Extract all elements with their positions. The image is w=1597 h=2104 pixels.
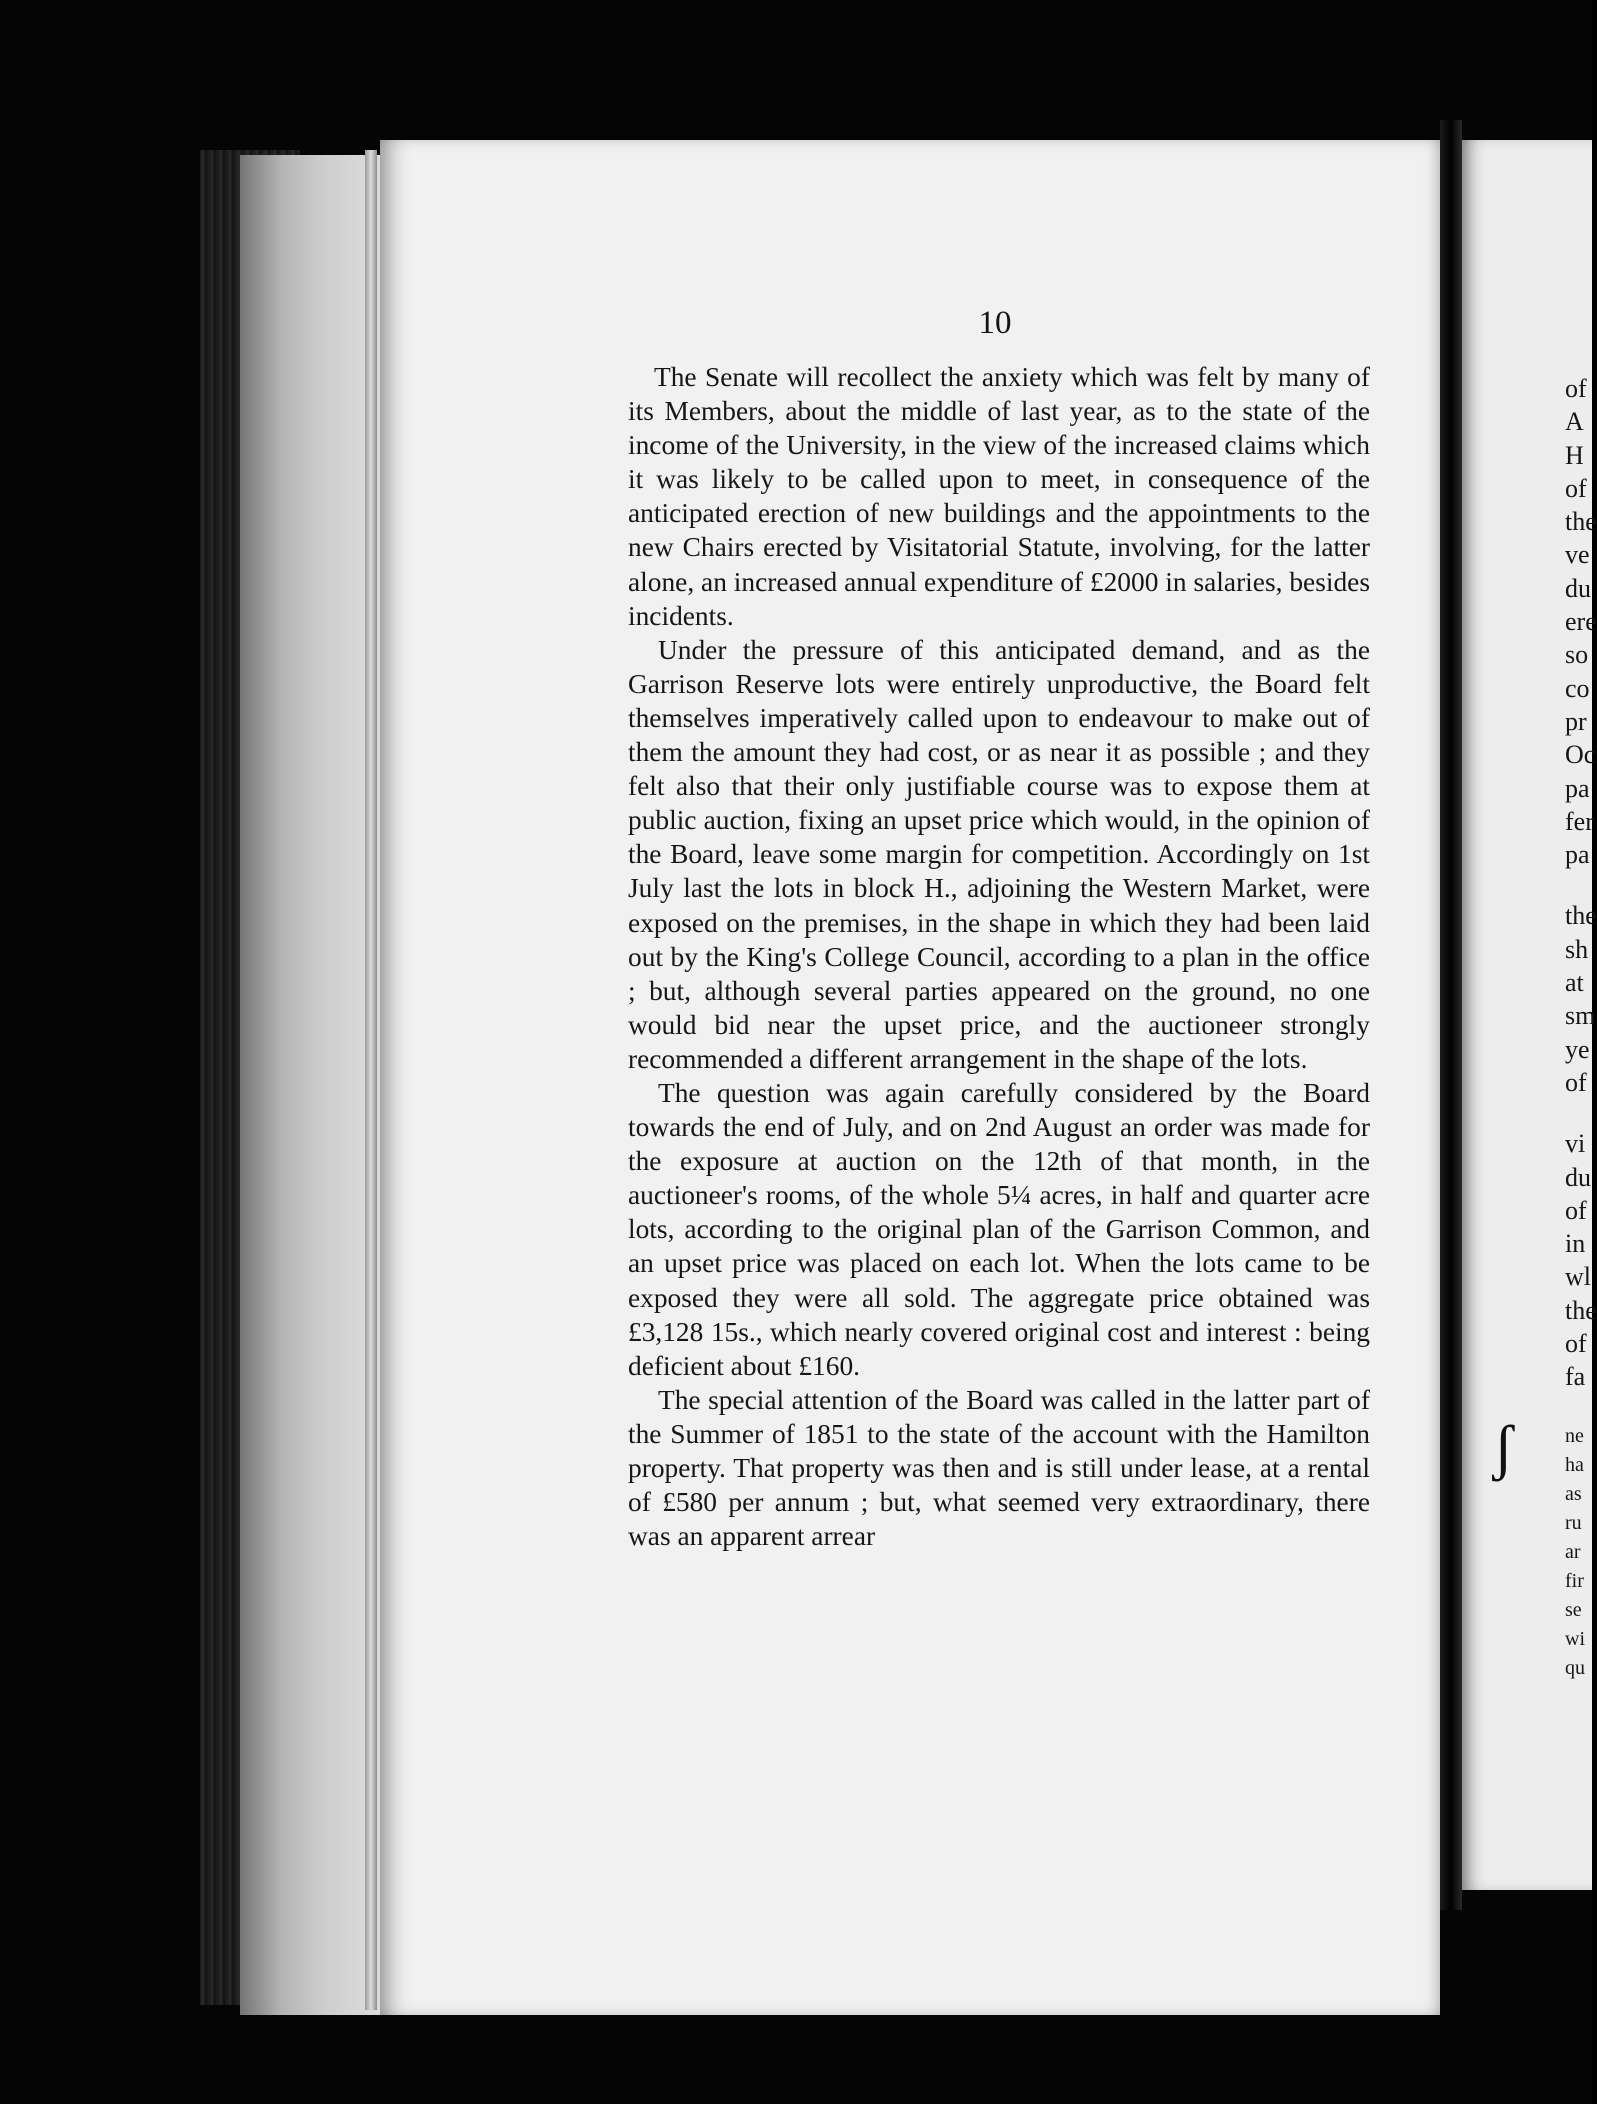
facing-page-text-fragments xyxy=(1565,372,1597,1683)
fragment: se xyxy=(1565,1598,1582,1621)
page-stack-shade xyxy=(240,155,380,2015)
fragment: ha xyxy=(1565,1453,1584,1476)
fragment: wi xyxy=(1565,1627,1585,1650)
fragment: A xyxy=(1565,407,1584,437)
fragment: H xyxy=(1565,440,1584,470)
fragment: sm xyxy=(1565,1001,1596,1031)
fragment: in xyxy=(1565,1229,1586,1259)
fragment: pr xyxy=(1565,706,1587,736)
fragment: qu xyxy=(1565,1656,1585,1679)
fragment: at xyxy=(1565,968,1584,998)
fragment: of xyxy=(1565,1195,1587,1225)
page-body xyxy=(628,360,1370,1553)
fragment: of xyxy=(1565,1329,1587,1359)
paragraph: The question was again carefully considered by the Board towards the end of July, and on 2nd August an order was made for the exposure at auction on the 12th of that month, in the auctioneer's rooms, of the whole 5¼ acres, in half and quarter acre lots, according to the original plan of the Garrison Common, and an upset price was placed on each lot. When the lots came to be exposed they were all sold. The aggregate price obtained was £3,128 15s., which nearly covered original cost and interest : being deficient about £160. xyxy=(628,1077,1370,1381)
book-gutter xyxy=(1440,120,1462,1910)
fragment: the xyxy=(1565,901,1597,931)
fragment: ere xyxy=(1565,607,1597,637)
fragment: Oc xyxy=(1565,740,1596,770)
margin-mark: ʃ xyxy=(1493,1414,1514,1482)
fragment: fa xyxy=(1565,1362,1586,1392)
fragment: co xyxy=(1565,673,1590,703)
paragraph: The Senate will recollect the anxiety which was felt by many of its Members, about the middle of last year, as to the state of the income of the University, in the view of the increased claims which it was likely to be called upon to meet, in consequence of the anticipated erection of new buildings and the appointments to the new Chairs erected by Visitatorial Statute, involving, for the latter alone, an increased annual expenditure of £2000 in salaries, besides incidents. xyxy=(628,362,1370,631)
fragment: ve xyxy=(1565,540,1590,570)
paragraph: Under the pressure of this anticipated demand, and as the Garrison Reserve lots were entirely unproductive, the Board felt themselves imperatively called upon to endeavour to make out of them the amount they had cost, or as near it as possible ; and they felt also that their only justifiable course was to expose them at public auction, fixing an upset price which would, in the opinion of the Board, leave some margin for competition. Accordingly on 1st July last the lots in block H., adjoining the Western Market, were exposed on the premises, in the shape in which they had been laid out by the King's College Council, according to a plan in the office ; but, although several parties appeared on the ground, no one would bid near the upset price, and the auctioneer strongly recommended a different arrangement in the shape of the lots. xyxy=(628,634,1370,1074)
page-number: 10 xyxy=(978,305,1012,341)
fragment: pa xyxy=(1565,840,1590,870)
fragment: ar xyxy=(1565,1540,1581,1563)
fragment: the xyxy=(1565,1295,1597,1325)
fragment: so xyxy=(1565,640,1589,670)
fragment: vi xyxy=(1565,1129,1586,1159)
fragment: du xyxy=(1565,573,1591,603)
fragment: of xyxy=(1565,1067,1587,1097)
fragment: ye xyxy=(1565,1034,1590,1064)
fragment: the xyxy=(1565,507,1597,537)
fragment: wl xyxy=(1565,1262,1591,1292)
fragment: du xyxy=(1565,1162,1591,1192)
fragment: fir xyxy=(1565,1569,1584,1592)
fragment: of xyxy=(1565,374,1587,403)
fragment: pa xyxy=(1565,773,1590,803)
fragment: fer xyxy=(1565,806,1594,836)
fragment: sh xyxy=(1565,934,1589,964)
fragment: ru xyxy=(1565,1511,1582,1534)
fragment: of xyxy=(1565,473,1587,503)
fragment: as xyxy=(1565,1482,1582,1505)
fragment: ne xyxy=(1565,1424,1584,1447)
page-border xyxy=(365,150,377,2010)
paragraph: The special attention of the Board was called in the latter part of the Summer of 1851 to the state of the account with the Hamilton property. That property was then and is still under lease, at a rental of £580 per annum ; but, what seemed very extraordinary, there was an apparent arrear xyxy=(628,1384,1370,1552)
